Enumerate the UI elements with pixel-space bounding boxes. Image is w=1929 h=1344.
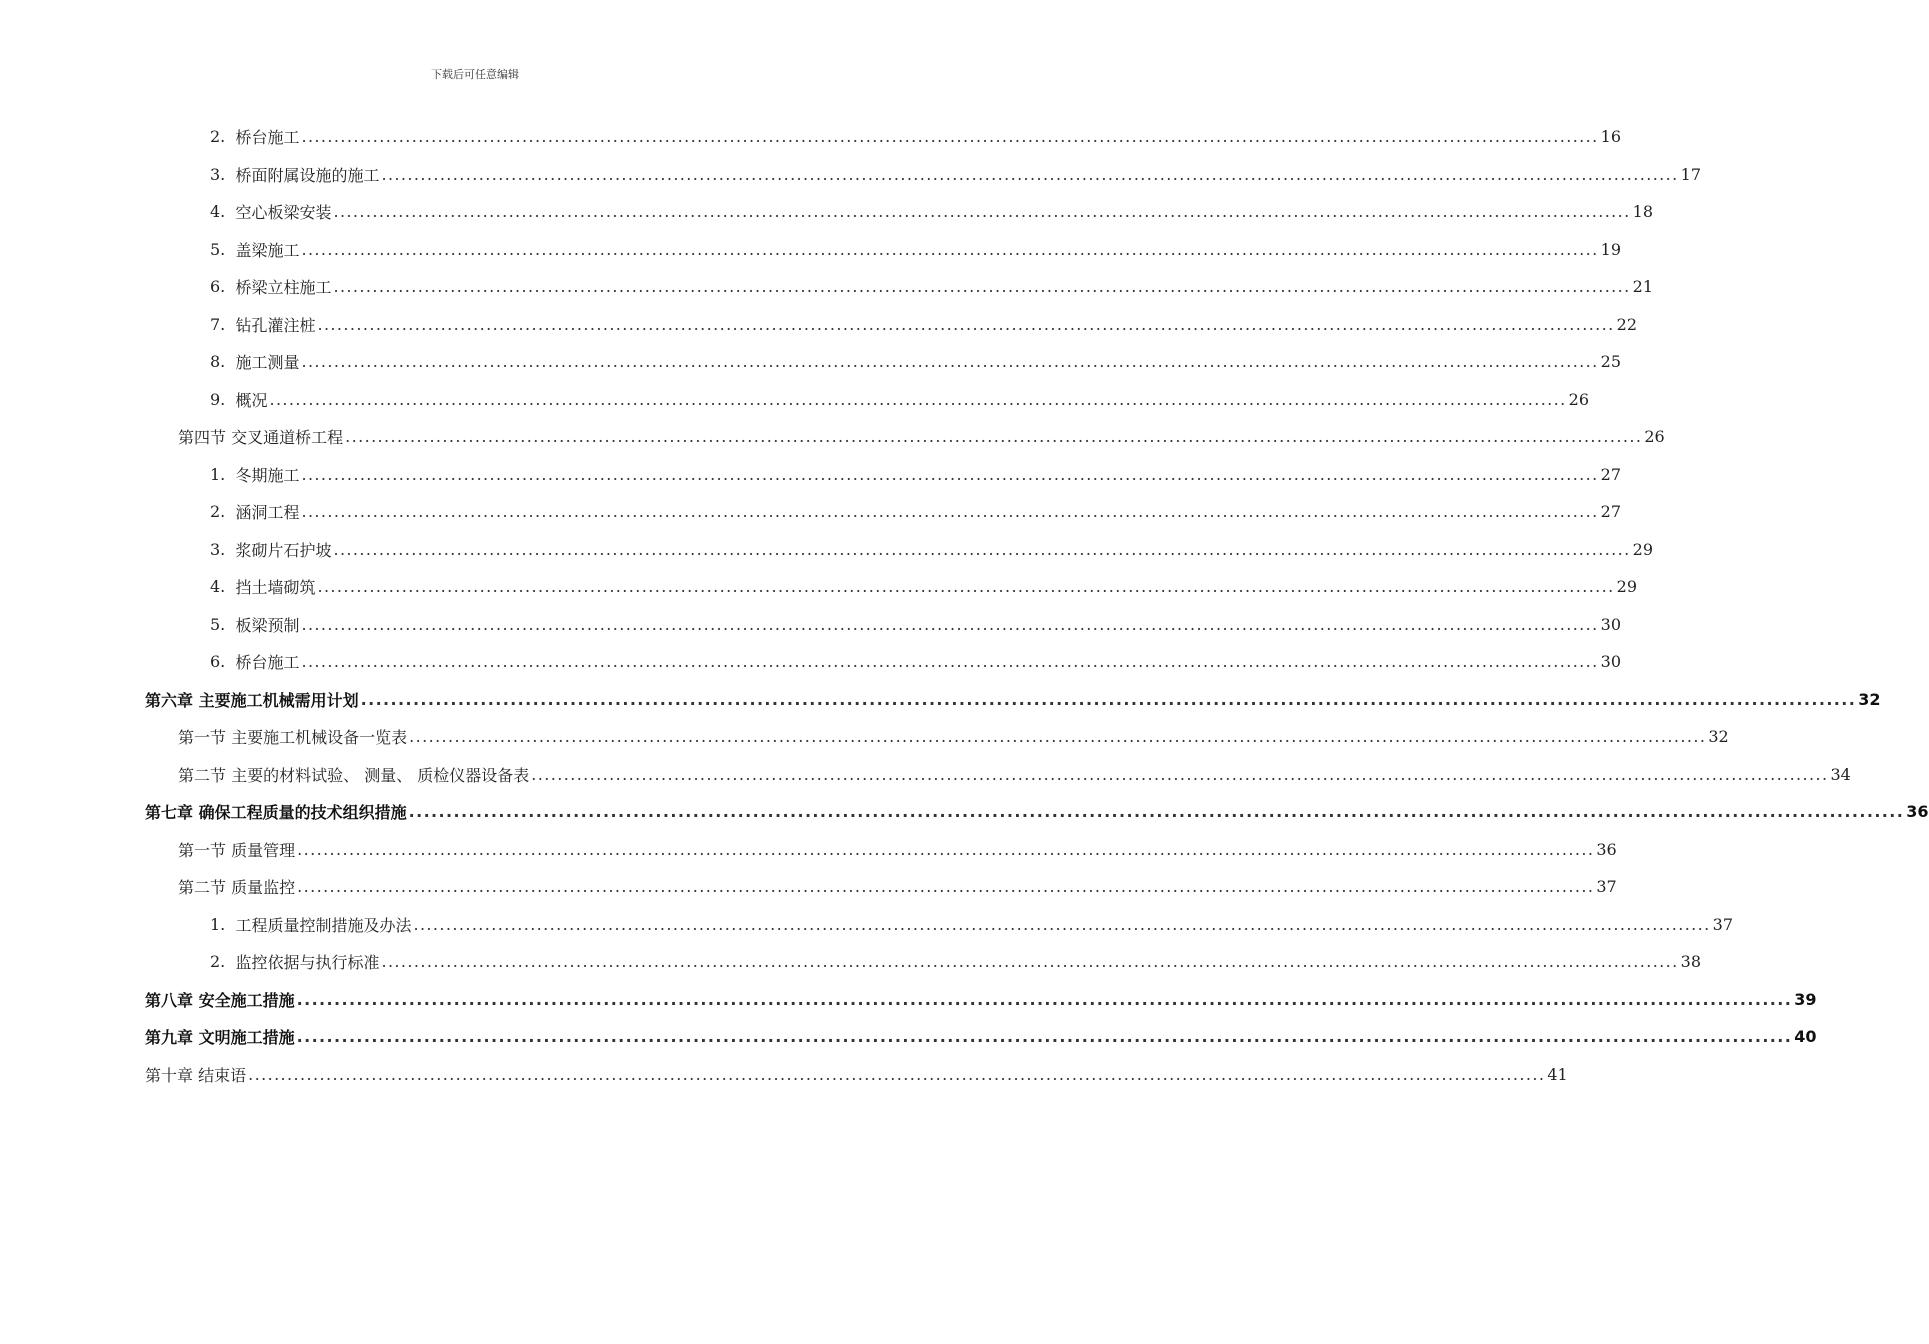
toc-entry-page-number: 16 bbox=[1600, 127, 1621, 146]
toc-dot-leader: ........................................................................................................................................................................................................ bbox=[317, 577, 1615, 596]
toc-entry-page-number: 26 bbox=[1644, 427, 1665, 446]
toc-entry-number: 5. bbox=[210, 239, 226, 259]
toc-entry-title: 主要施工机械需用计划 bbox=[198, 690, 359, 710]
toc-entry-title: 概况 bbox=[235, 390, 268, 410]
toc-entry-number: 6. bbox=[210, 277, 226, 296]
toc-entry-page-number: 27 bbox=[1600, 502, 1621, 521]
toc-entry-number: 第一节 bbox=[178, 728, 227, 747]
toc-entry-number: 7. bbox=[210, 314, 226, 334]
toc-entry-number: 第四节 bbox=[178, 428, 227, 447]
toc-entry-number: 第一节 bbox=[178, 840, 227, 860]
toc-entry-title: 质量监控 bbox=[231, 878, 296, 897]
toc-entry-number: 9. bbox=[210, 389, 226, 409]
toc-dot-leader: ........................................................................................................................................................................................................ bbox=[301, 352, 1599, 371]
toc-entry-title: 浆砌片石护坡 bbox=[235, 540, 332, 560]
toc-entry-number: 第七章 bbox=[145, 803, 194, 822]
toc-dot-leader: ........................................................................................................................................................................................................ bbox=[413, 914, 1711, 934]
toc-entry-page-number: 38 bbox=[1680, 952, 1701, 971]
toc-entry-title: 盖梁施工 bbox=[235, 240, 300, 260]
toc-entry[interactable] bbox=[210, 156, 1701, 193]
toc-entry-title: 安全施工措施 bbox=[198, 990, 295, 1010]
toc-dot-leader: ........................................................................................................................................................................................................ bbox=[360, 689, 1857, 709]
toc-entry-spacer bbox=[225, 165, 235, 184]
toc-entry-spacer bbox=[225, 540, 235, 559]
toc-dot-leader: ........................................................................................................................................................................................................ bbox=[531, 764, 1829, 784]
toc-dot-leader: ........................................................................................................................................................................................................ bbox=[297, 839, 1595, 859]
toc-entry-page-number: 26 bbox=[1568, 389, 1589, 409]
toc-entry[interactable] bbox=[210, 531, 1653, 568]
toc-entry-title: 钻孔灌注桩 bbox=[235, 315, 316, 335]
toc-entry-page-number: 32 bbox=[1858, 689, 1881, 709]
toc-dot-leader: ........................................................................................................................................................................................................ bbox=[301, 614, 1599, 634]
toc-dot-leader: ........................................................................................................................................................................................................ bbox=[297, 877, 1595, 896]
toc-entry-page-number: 32 bbox=[1708, 727, 1729, 746]
toc-entry-title: 挡土墙砌筑 bbox=[235, 578, 316, 597]
toc-entry-number: 第九章 bbox=[145, 1028, 194, 1047]
toc-entry-spacer bbox=[225, 390, 235, 409]
toc-entry[interactable] bbox=[210, 268, 1653, 305]
toc-entry-number: 第八章 bbox=[145, 990, 194, 1010]
toc-dot-leader: ........................................................................................................................................................................................................ bbox=[301, 652, 1599, 671]
toc-entry-title: 桥台施工 bbox=[235, 653, 300, 672]
toc-entry-spacer bbox=[225, 315, 235, 334]
toc-entry-title: 文明施工措施 bbox=[198, 1028, 295, 1047]
toc-entry[interactable] bbox=[210, 906, 1733, 943]
toc-entry-number: 3. bbox=[210, 539, 226, 559]
toc-entry-number: 第十章 bbox=[145, 1065, 194, 1085]
toc-entry-number: 6. bbox=[210, 652, 226, 671]
toc-entry[interactable] bbox=[210, 193, 1653, 230]
toc-entry-page-number: 34 bbox=[1830, 764, 1851, 784]
toc-entry-title: 结束语 bbox=[198, 1065, 247, 1085]
toc-entry[interactable] bbox=[145, 681, 1881, 718]
toc-entry-number: 2. bbox=[210, 502, 226, 521]
toc-entry[interactable] bbox=[210, 568, 1637, 605]
toc-entry-number: 4. bbox=[210, 202, 226, 221]
toc-entry[interactable] bbox=[210, 493, 1621, 530]
toc-entry-page-number: 36 bbox=[1596, 839, 1617, 859]
toc-dot-leader: ........................................................................................................................................................................................................ bbox=[333, 202, 1631, 221]
toc-entry-number: 2. bbox=[210, 127, 226, 146]
page-header: 下载后可任意编辑 bbox=[431, 68, 519, 81]
toc-entry-page-number: 39 bbox=[1794, 989, 1817, 1009]
toc-dot-leader: ........................................................................................................................................................................................................ bbox=[381, 164, 1679, 184]
toc-entry[interactable] bbox=[178, 418, 1665, 455]
toc-entry[interactable] bbox=[178, 756, 1851, 793]
toc-entry-page-number: 41 bbox=[1547, 1064, 1568, 1084]
toc-entry-number: 2. bbox=[210, 952, 226, 971]
toc-dot-leader: ........................................................................................................................................................................................................ bbox=[296, 1027, 1793, 1046]
toc-dot-leader: ........................................................................................................................................................................................................ bbox=[333, 539, 1631, 559]
toc-entry-spacer bbox=[225, 465, 235, 484]
toc-entry[interactable] bbox=[145, 981, 1817, 1018]
toc-dot-leader: ........................................................................................................................................................................................................ bbox=[333, 277, 1631, 296]
toc-dot-leader: ........................................................................................................................................................................................................ bbox=[269, 389, 1567, 409]
toc-entry-page-number: 19 bbox=[1600, 239, 1621, 259]
toc-entry[interactable] bbox=[145, 1018, 1817, 1055]
toc-entry-number: 8. bbox=[210, 352, 226, 371]
toc-entry-page-number: 29 bbox=[1632, 539, 1653, 559]
toc-entry-title: 监控依据与执行标准 bbox=[235, 953, 380, 972]
toc-entry-page-number: 25 bbox=[1600, 352, 1621, 371]
toc-entry-page-number: 36 bbox=[1906, 802, 1929, 821]
toc-entry-title: 桥面附属设施的施工 bbox=[235, 165, 380, 185]
toc-entry-number: 4. bbox=[210, 577, 226, 596]
toc-dot-leader: ........................................................................................................................................................................................................ bbox=[301, 464, 1599, 484]
toc-entry[interactable] bbox=[178, 868, 1617, 905]
toc-dot-leader: ........................................................................................................................................................................................................ bbox=[409, 727, 1707, 746]
toc-entry-title: 主要施工机械设备一览表 bbox=[231, 728, 408, 747]
toc-entry-title: 桥台施工 bbox=[235, 128, 300, 147]
toc-entry-title: 施工测量 bbox=[235, 353, 300, 372]
toc-entry-spacer bbox=[225, 615, 235, 634]
toc-entry[interactable] bbox=[210, 456, 1621, 493]
toc-entry[interactable] bbox=[210, 231, 1621, 268]
toc-entry-page-number: 30 bbox=[1600, 652, 1621, 671]
toc-entry-title: 工程质量控制措施及办法 bbox=[235, 915, 412, 935]
toc-entry[interactable] bbox=[210, 118, 1621, 155]
toc-entry[interactable] bbox=[145, 793, 1929, 830]
toc-entry[interactable] bbox=[210, 643, 1621, 680]
toc-entry-spacer bbox=[225, 952, 235, 971]
toc-entry-title: 板梁预制 bbox=[235, 615, 300, 635]
toc-entry-page-number: 30 bbox=[1600, 614, 1621, 634]
toc-entry-spacer bbox=[225, 502, 235, 521]
toc-entry-title: 桥梁立柱施工 bbox=[235, 278, 332, 297]
toc-entry[interactable] bbox=[178, 718, 1729, 755]
toc-dot-leader: ........................................................................................................................................................................................................ bbox=[248, 1064, 1546, 1084]
toc-entry-number: 第二节 bbox=[178, 765, 227, 785]
toc-entry[interactable] bbox=[145, 1056, 1568, 1093]
toc-entry-spacer bbox=[225, 277, 235, 296]
toc-entry-page-number: 17 bbox=[1680, 164, 1701, 184]
toc-entry-page-number: 21 bbox=[1632, 277, 1653, 296]
toc-entry-spacer bbox=[225, 202, 235, 221]
toc-entry-page-number: 29 bbox=[1616, 577, 1637, 596]
toc-entry-number: 3. bbox=[210, 164, 226, 184]
toc-entry-title: 交叉通道桥工程 bbox=[231, 428, 344, 447]
toc-entry-page-number: 40 bbox=[1794, 1027, 1817, 1046]
toc-entry-title: 空心板梁安装 bbox=[235, 203, 332, 222]
toc-entry-page-number: 37 bbox=[1712, 914, 1733, 934]
toc-entry-title: 主要的材料试验、 测量、 质检仪器设备表 bbox=[231, 765, 530, 785]
toc-dot-leader: ........................................................................................................................................................................................................ bbox=[296, 989, 1793, 1009]
toc-dot-leader: ........................................................................................................................................................................................................ bbox=[317, 314, 1615, 334]
toc-entry-page-number: 27 bbox=[1600, 464, 1621, 484]
toc-entry-number: 1. bbox=[210, 914, 226, 934]
toc-entry-spacer bbox=[225, 915, 235, 934]
toc-entry[interactable] bbox=[210, 943, 1701, 980]
toc-entry-number: 1. bbox=[210, 464, 226, 484]
toc-entry-page-number: 18 bbox=[1632, 202, 1653, 221]
toc-dot-leader: ........................................................................................................................................................................................................ bbox=[301, 127, 1599, 146]
toc-dot-leader: ........................................................................................................................................................................................................ bbox=[301, 502, 1599, 521]
toc-entry-title: 质量管理 bbox=[231, 840, 296, 860]
toc-entry-page-number: 22 bbox=[1616, 314, 1637, 334]
toc-entry-title: 冬期施工 bbox=[235, 465, 300, 485]
toc-entry-page-number: 37 bbox=[1596, 877, 1617, 896]
toc-entry[interactable] bbox=[210, 606, 1621, 643]
toc-entry-title: 确保工程质量的技术组织措施 bbox=[198, 803, 407, 822]
toc-entry-number: 5. bbox=[210, 614, 226, 634]
toc-entry[interactable] bbox=[210, 381, 1589, 418]
toc-dot-leader: ........................................................................................................................................................................................................ bbox=[345, 427, 1643, 446]
toc-dot-leader: ........................................................................................................................................................................................................ bbox=[301, 239, 1599, 259]
toc-dot-leader: ........................................................................................................................................................................................................ bbox=[408, 802, 1905, 821]
toc-entry-number: 第六章 bbox=[145, 690, 194, 710]
toc-entry-spacer bbox=[225, 652, 235, 671]
toc-entry-title: 涵洞工程 bbox=[235, 503, 300, 522]
toc-dot-leader: ........................................................................................................................................................................................................ bbox=[381, 952, 1679, 971]
toc-entry-spacer bbox=[225, 352, 235, 371]
toc-entry[interactable] bbox=[178, 831, 1617, 868]
toc-entry[interactable] bbox=[210, 306, 1637, 343]
toc-entry-number: 第二节 bbox=[178, 878, 227, 897]
toc-entry-spacer bbox=[225, 240, 235, 259]
toc-entry-spacer bbox=[225, 577, 235, 596]
toc-entry[interactable] bbox=[210, 343, 1621, 380]
toc-entry-spacer bbox=[225, 127, 235, 146]
